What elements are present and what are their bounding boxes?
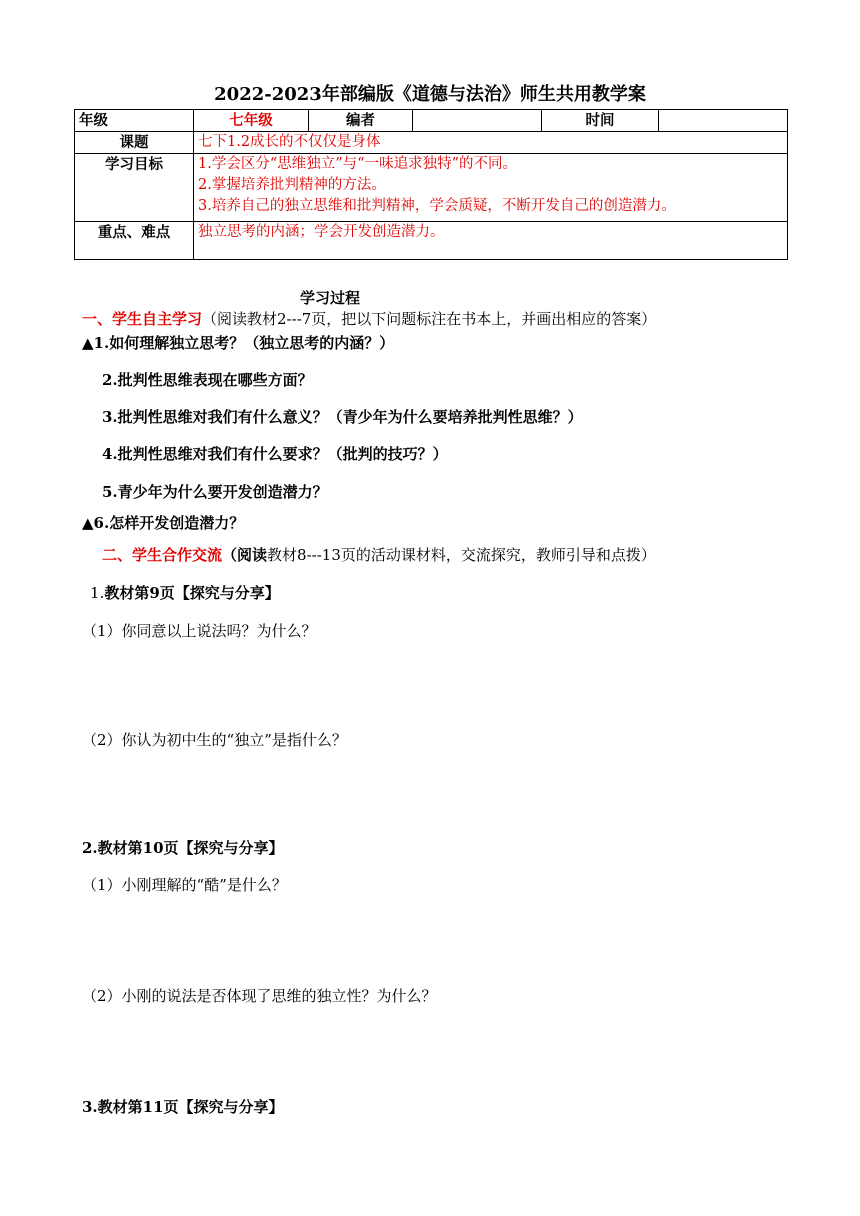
- section2-note-bold: （阅读: [222, 546, 268, 564]
- question-4: 4.批判性思维对我们有什么要求？（批判的技巧？）: [102, 445, 448, 463]
- item2-question-2: （2）小刚的说法是否体现了思维的独立性？为什么？: [82, 987, 437, 1005]
- goals-label: 学习目标: [75, 154, 194, 222]
- grade-value: 七年级: [194, 110, 309, 132]
- item1-question-1: （1）你同意以上说法吗？为什么？: [82, 622, 317, 640]
- item1-num: 1.: [90, 584, 105, 602]
- topic-value: 七下1.2成长的不仅仅是身体: [194, 132, 788, 154]
- item3-title: 3.教材第11页【探究与分享】: [82, 1098, 284, 1116]
- document-title: 2022-2023年部编版《道德与法治》师生共用教学案: [214, 84, 646, 105]
- key-value: 独立思考的内涵；学会开发创造潜力。: [194, 222, 788, 260]
- question-5: 5.青少年为什么要开发创造潜力？: [102, 483, 328, 501]
- time-value: [659, 110, 788, 132]
- editor-label: 编者: [309, 110, 413, 132]
- time-label: 时间: [542, 110, 659, 132]
- key-label: 重点、难点: [75, 222, 194, 260]
- goal-item: 3.培养自己的独立思维和批判精神，学会质疑，不断开发自己的创造潜力。: [198, 198, 676, 214]
- section2-note: 教材8---13页的活动课材料，交流探究，教师引导和点拨）: [267, 546, 656, 564]
- item1-title: 教材第9页【探究与分享】: [104, 584, 280, 602]
- grade-label: 年级: [75, 110, 194, 132]
- question-2: 2.批判性思维表现在哪些方面？: [102, 371, 313, 389]
- item1-question-2: （2）你认为初中生的“独立”是指什么？: [82, 731, 347, 749]
- section1-title: 一、学生自主学习: [82, 310, 203, 328]
- section1-header: [82, 308, 656, 330]
- goal-item: 2.掌握培养批判精神的方法。: [198, 177, 386, 193]
- goals-row: [75, 154, 788, 222]
- editor-value: [413, 110, 542, 132]
- topic-row: [75, 132, 788, 154]
- goal-item: 1.学会区分“思维独立”与“一味追求独特”的不同。: [198, 156, 517, 172]
- grade-row: [75, 110, 788, 132]
- key-row: [75, 222, 788, 260]
- section2-title: 二、学生合作交流: [102, 546, 223, 564]
- goals-list: [194, 154, 788, 222]
- process-heading: 学习过程: [299, 289, 360, 307]
- topic-label: 课题: [75, 132, 194, 154]
- section2-header: [102, 544, 656, 566]
- item1-header: [90, 582, 280, 604]
- item2-question-1: （1）小刚理解的“酷”是什么？: [82, 876, 287, 894]
- question-1: ▲1.如何理解独立思考？（独立思考的内涵？）: [82, 334, 395, 352]
- question-3: 3.批判性思维对我们有什么意义？（青少年为什么要培养批判性思维？）: [102, 408, 583, 426]
- question-6: ▲6.怎样开发创造潜力？: [82, 514, 245, 532]
- item2-title: 2.教材第10页【探究与分享】: [82, 839, 284, 857]
- lesson-info-table: [74, 109, 788, 260]
- section1-note: （阅读教材2---7页，把以下问题标注在书本上，并画出相应的答案）: [202, 310, 657, 328]
